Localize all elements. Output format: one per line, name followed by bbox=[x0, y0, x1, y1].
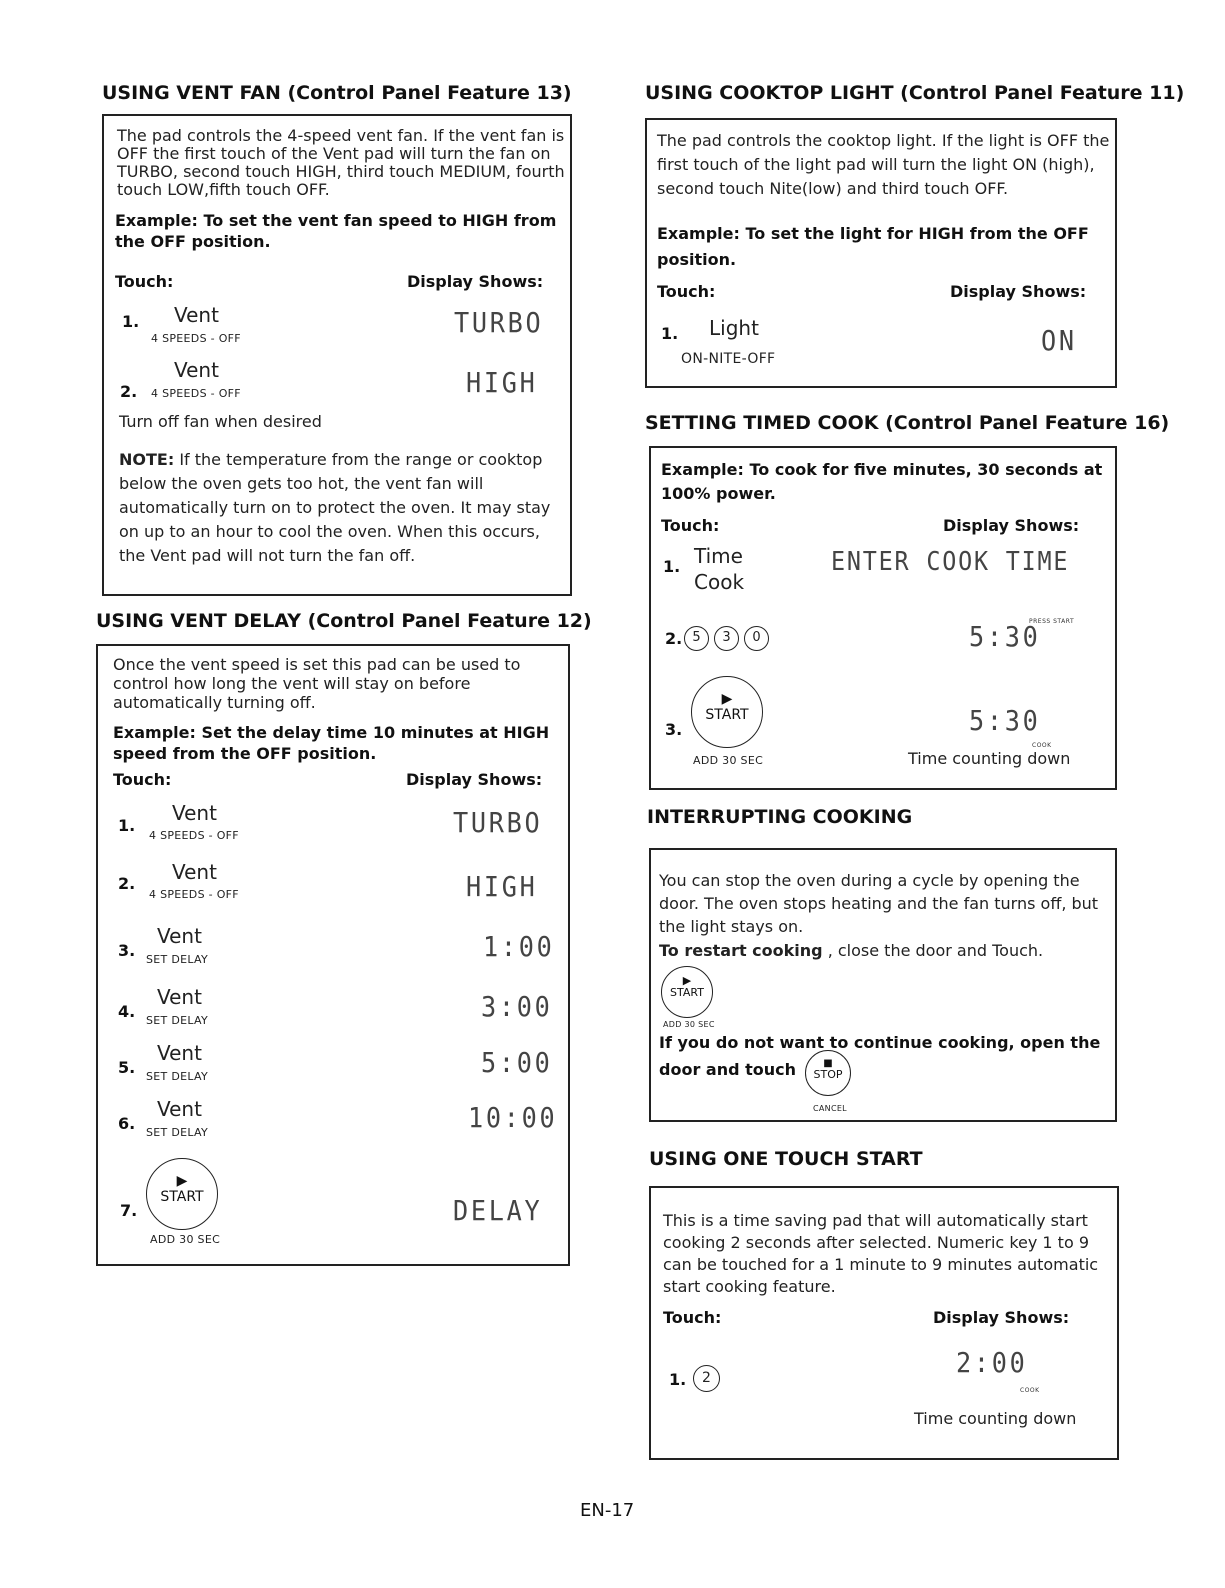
time-cook-pad-line2: Cook bbox=[694, 570, 745, 594]
restart-rest: , close the door and Touch. bbox=[822, 941, 1044, 960]
restart-text bbox=[659, 940, 1109, 961]
cook-indicator: COOK bbox=[1020, 1387, 1040, 1394]
number-key-3[interactable]: 3 bbox=[714, 626, 739, 651]
stop-button-sub: CANCEL bbox=[813, 1104, 847, 1113]
vent-delay-box bbox=[96, 644, 570, 1266]
stop-text-line1: If you do not want to continue cooking, open the bbox=[659, 1033, 1101, 1052]
interrupting-title: INTERRUPTING COOKING bbox=[647, 806, 913, 828]
step-number: 1. bbox=[122, 312, 140, 331]
lcd-display: 2:00 bbox=[956, 1346, 1028, 1379]
cooktop-light-box bbox=[645, 118, 1117, 388]
interrupting-paragraph: You can stop the oven during a cycle by opening the door. The oven stops heating and the fan turns off, but the light stays on. bbox=[659, 871, 1099, 936]
cooktop-light-touch-label: Touch: bbox=[657, 282, 716, 301]
time-counting-caption: Time counting down bbox=[914, 1409, 1077, 1428]
one-touch-display-label: Display Shows: bbox=[933, 1308, 1070, 1327]
step-number: 2. bbox=[118, 874, 136, 893]
vent-fan-touch-label: Touch: bbox=[115, 272, 174, 291]
lcd-display: TURBO bbox=[454, 306, 544, 339]
start-button-sub: ADD 30 SEC bbox=[150, 1233, 221, 1246]
start-button-sub: ADD 30 SEC bbox=[693, 754, 764, 767]
timed-cook-touch-label: Touch: bbox=[661, 516, 720, 535]
one-touch-paragraph: This is a time saving pad that will automatically start cooking 2 seconds after selected. Numeric key 1 to 9 can be touched for a 1 minute to 9 minutes automatic start cooking feature. bbox=[663, 1211, 1099, 1296]
start-button[interactable] bbox=[661, 966, 713, 1018]
press-start-indicator: PRESS START bbox=[1029, 618, 1075, 625]
timed-cook-example: Example: To cook for five minutes, 30 seconds at 100% power. bbox=[661, 460, 1103, 503]
vent-delay-title: USING VENT DELAY (Control Panel Feature 12) bbox=[96, 610, 592, 632]
vent-fan-display-label: Display Shows: bbox=[407, 272, 544, 291]
vent-pad: Vent bbox=[157, 924, 202, 948]
vent-fan-title: USING VENT FAN (Control Panel Feature 13) bbox=[102, 82, 572, 104]
number-key-5[interactable]: 5 bbox=[684, 626, 709, 651]
step-number: 3. bbox=[118, 941, 136, 960]
vent-pad: Vent bbox=[157, 985, 202, 1009]
step-number: 3. bbox=[665, 720, 683, 739]
time-cook-pad-line1: Time bbox=[694, 544, 743, 568]
vent-pad-sub: SET DELAY bbox=[146, 1014, 209, 1027]
step-number: 7. bbox=[120, 1201, 138, 1220]
one-touch-title: USING ONE TOUCH START bbox=[649, 1148, 923, 1170]
number-key-0[interactable]: 0 bbox=[744, 626, 769, 651]
vent-fan-paragraph: The pad controls the 4-speed vent fan. If the vent fan is OFF the first touch of the Vent pad will turn the fan on TURBO, second touch HIGH, third touch MEDIUM, fourth touch LOW,fifth touch OFF. bbox=[117, 126, 565, 199]
lcd-display: DELAY bbox=[453, 1194, 543, 1227]
turn-off-text: Turn off fan when desired bbox=[119, 412, 322, 431]
vent-delay-touch-label: Touch: bbox=[113, 770, 172, 789]
cooktop-light-paragraph: The pad controls the cooktop light. If the light is OFF the first touch of the light pad will turn the light ON (high), second touch Nite(low) and third touch OFF. bbox=[657, 131, 1110, 198]
step-number: 1. bbox=[661, 324, 679, 343]
cooktop-light-example: Example: To set the light for HIGH from the OFF position. bbox=[657, 224, 1089, 269]
play-icon: ▶ bbox=[682, 974, 692, 987]
lcd-display: HIGH bbox=[466, 870, 538, 903]
vent-pad-sub: 4 SPEEDS - OFF bbox=[151, 332, 241, 345]
vent-pad: Vent bbox=[174, 303, 219, 327]
timed-cook-box bbox=[649, 446, 1117, 790]
play-icon: ▶ bbox=[176, 1173, 188, 1189]
vent-pad: Vent bbox=[172, 860, 217, 884]
vent-pad: Vent bbox=[174, 358, 219, 382]
lcd-display: 5:30 bbox=[969, 704, 1041, 737]
lcd-display: 5:00 bbox=[481, 1046, 553, 1079]
vent-pad-sub: SET DELAY bbox=[146, 953, 209, 966]
number-key-2[interactable]: 2 bbox=[693, 1365, 720, 1392]
light-pad-sub: ON-NITE-OFF bbox=[681, 351, 776, 367]
step-number: 2. bbox=[665, 629, 683, 648]
play-icon: ▶ bbox=[721, 691, 733, 707]
vent-fan-example: Example: To set the vent fan speed to HIGH from the OFF position. bbox=[115, 211, 557, 251]
step-number: 1. bbox=[669, 1370, 687, 1389]
stop-button[interactable] bbox=[805, 1050, 851, 1096]
page-number: EN-17 bbox=[580, 1500, 635, 1521]
cooktop-light-title: USING COOKTOP LIGHT (Control Panel Feature 11) bbox=[645, 82, 1185, 104]
one-touch-box bbox=[649, 1186, 1119, 1460]
start-button[interactable] bbox=[146, 1158, 218, 1230]
time-counting-caption: Time counting down bbox=[908, 749, 1071, 768]
vent-pad: Vent bbox=[157, 1097, 202, 1121]
cooktop-light-display-label: Display Shows: bbox=[950, 282, 1087, 301]
timed-cook-display-label: Display Shows: bbox=[943, 516, 1080, 535]
vent-delay-paragraph: Once the vent speed is set this pad can be used to control how long the vent will stay on before automatically turning off. bbox=[113, 655, 521, 712]
start-button-label: START bbox=[670, 986, 704, 999]
start-button-label: START bbox=[705, 707, 749, 723]
vent-fan-note bbox=[119, 448, 564, 568]
lcd-display: 3:00 bbox=[481, 990, 553, 1023]
vent-fan-box bbox=[102, 114, 572, 596]
lcd-display: ENTER COOK TIME bbox=[831, 547, 1070, 577]
vent-pad: Vent bbox=[157, 1041, 202, 1065]
lcd-display: TURBO bbox=[453, 806, 543, 839]
vent-pad-sub: SET DELAY bbox=[146, 1070, 209, 1083]
stop-button-label: STOP bbox=[813, 1068, 843, 1081]
vent-delay-example: Example: Set the delay time 10 minutes at HIGH speed from the OFF position. bbox=[113, 723, 550, 763]
step-number: 2. bbox=[120, 382, 138, 401]
stop-text-line2: door and touch bbox=[659, 1060, 797, 1079]
start-button-sub: ADD 30 SEC bbox=[663, 1020, 715, 1029]
lcd-display: 10:00 bbox=[468, 1101, 558, 1134]
cook-indicator: COOK bbox=[1032, 742, 1052, 749]
vent-pad-sub: SET DELAY bbox=[146, 1126, 209, 1139]
lcd-display: 5:30 bbox=[969, 620, 1041, 653]
vent-pad: Vent bbox=[172, 801, 217, 825]
vent-pad-sub: 4 SPEEDS - OFF bbox=[151, 387, 241, 400]
note-label: NOTE: bbox=[119, 450, 175, 469]
step-number: 6. bbox=[118, 1114, 136, 1133]
vent-pad-sub: 4 SPEEDS - OFF bbox=[149, 829, 239, 842]
step-number: 5. bbox=[118, 1058, 136, 1077]
timed-cook-title: SETTING TIMED COOK (Control Panel Feature 16) bbox=[645, 412, 1170, 434]
lcd-display: HIGH bbox=[466, 366, 538, 399]
lcd-display: 1:00 bbox=[483, 930, 555, 963]
start-button[interactable] bbox=[691, 676, 763, 748]
light-pad: Light bbox=[709, 316, 759, 340]
stop-square-icon: ■ bbox=[823, 1058, 833, 1069]
interrupting-box bbox=[649, 848, 1117, 1122]
step-number: 1. bbox=[118, 816, 136, 835]
vent-delay-display-label: Display Shows: bbox=[406, 770, 543, 789]
vent-pad-sub: 4 SPEEDS - OFF bbox=[149, 888, 239, 901]
restart-bold: To restart cooking bbox=[659, 941, 823, 960]
note-text: If the temperature from the range or cooktop below the oven gets too hot, the vent fan will automatically turn on to protect the oven. It may stay on up to an hour to cool the oven. When this occurs, the Vent pad will not turn the fan off. bbox=[119, 450, 551, 565]
lcd-display: ON bbox=[1041, 324, 1077, 357]
start-button-label: START bbox=[160, 1189, 204, 1205]
one-touch-touch-label: Touch: bbox=[663, 1308, 722, 1327]
step-number: 4. bbox=[118, 1002, 136, 1021]
step-number: 1. bbox=[663, 557, 681, 576]
